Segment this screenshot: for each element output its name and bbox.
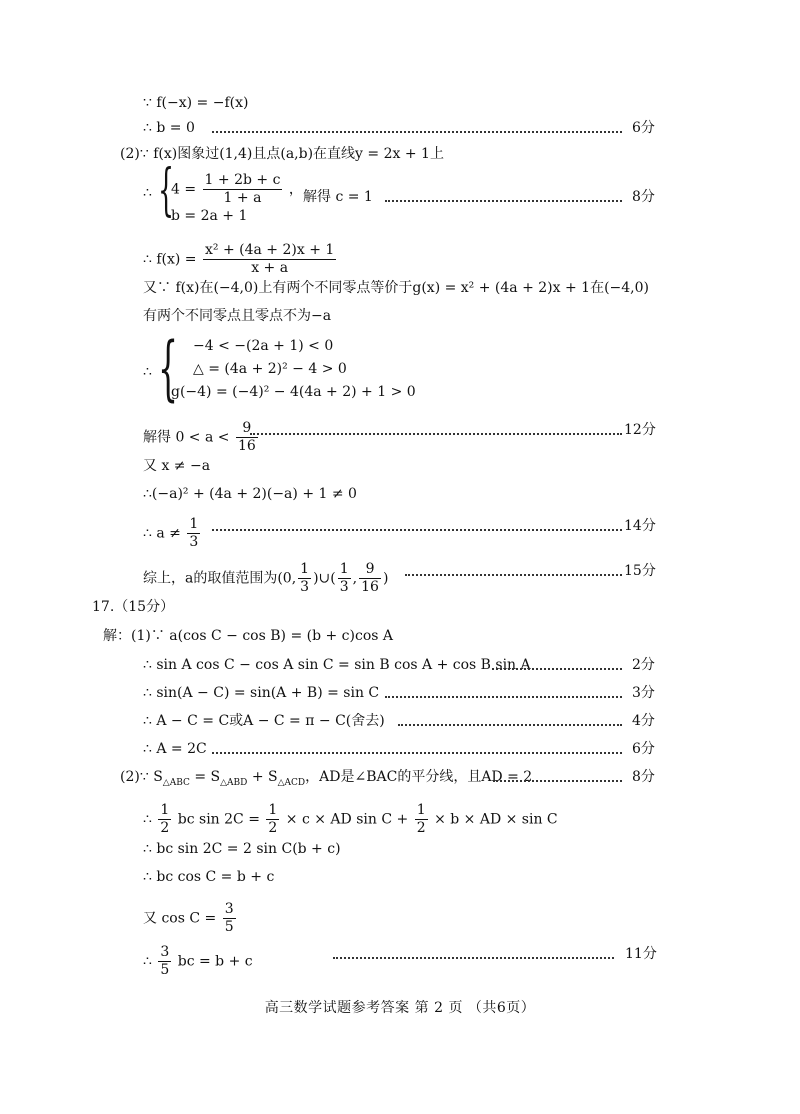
line-zero-not-minus-a: 有两个不同零点且零点不为−a <box>143 308 332 324</box>
line-part2-condition: (2)∵ f(x)图象过(1,4)且点(a,b)在直线y = 2x + 1上 <box>120 146 444 162</box>
fraction: $\frac{3}{5}$ <box>224 901 234 935</box>
subscript: △ABD <box>220 777 248 788</box>
equation-4 <box>171 172 303 207</box>
leader-dots <box>212 752 622 754</box>
line-substitution: ∴(−a)² + (4a + 2)(−a) + 1 ≠ 0 <box>143 486 357 502</box>
leader-dots <box>492 668 622 670</box>
system-brace: { <box>158 158 175 223</box>
solve-a-range <box>143 420 260 455</box>
fraction: $\frac{1 + 2b + c}{1 + a}$ <box>204 172 281 206</box>
score-6: 6分 <box>632 120 655 136</box>
score-3: 3分 <box>632 685 655 701</box>
score-12: 12分 <box>624 422 656 438</box>
fraction: $\frac{\text{x² + (4a + 2)x + 1}}{x + a}$ <box>205 242 335 276</box>
a-neq-text: ∴ a ≠ <box>143 525 181 542</box>
fraction: $\frac{3}{5}$ <box>160 944 170 978</box>
fraction: $\frac{1}{2}$ <box>416 802 426 836</box>
page-footer: 高三数学试题参考答案 第 2 页 （共6页） <box>264 1000 536 1016</box>
comma: , <box>352 570 358 587</box>
score-4: 4分 <box>632 713 655 729</box>
line-bc-sin2c: ∴ bc sin 2C = 2 sin C(b + c) <box>143 841 341 857</box>
leader-dots <box>405 574 622 576</box>
final-relation <box>143 944 253 979</box>
leader-dots <box>385 696 622 698</box>
therefore-symbol: ∴ <box>143 185 152 201</box>
fraction: $\frac{1}{3}$ <box>339 561 349 595</box>
subscript: △ACD <box>277 777 306 788</box>
score-8b: 8分 <box>632 769 655 785</box>
equation-lhs: 4 = <box>171 181 197 198</box>
fraction: $\frac{1}{3}$ <box>300 561 310 595</box>
line-bc-cosc: ∴ bc cos C = b + c <box>143 869 275 885</box>
solve-text: 解得 0 < a < <box>143 429 230 446</box>
equation-text: × c × AD sin C + <box>285 811 409 828</box>
therefore-symbol: ∴ <box>143 364 152 380</box>
cos-text: 又 cos C = <box>143 910 217 927</box>
a-neq <box>143 516 202 551</box>
area-text: + S <box>247 769 278 785</box>
area-text: = S <box>189 769 221 785</box>
line-sin-diff: ∴ sin(A − C) = sin(A + B) = sin C <box>143 685 380 701</box>
fraction: $\frac{1}{3}$ <box>189 516 199 550</box>
range-text: 综上，a的取值范围为(0, <box>143 570 297 587</box>
ineq-discriminant: △ = (4a + 2)² − 4 > 0 <box>193 361 347 377</box>
therefore-symbol: ∴ <box>143 811 152 828</box>
line-x-neq: 又 x ≠ −a <box>143 458 211 474</box>
line-zero-condition: 又∵ f(x)在(−4,0)上有两个不同零点等价于g(x) = x² + (4a + 2)x + 1在(−4,0) <box>143 280 649 296</box>
line-odd-function: ∵ f(−x) = −f(x) <box>143 95 249 111</box>
leader-dots <box>212 529 622 531</box>
line-angle-cases: ∴ A − C = C或A − C = π − C(舍去) <box>143 713 385 729</box>
leader-dots <box>250 433 622 435</box>
fx-expression <box>143 242 338 277</box>
area-text: (2)∵ S <box>120 769 163 785</box>
fraction: $\frac{1}{2}$ <box>160 802 170 836</box>
cos-c-value <box>143 901 238 936</box>
area-text: ，AD是∠BAC的平分线，且AD = 2 <box>305 769 533 785</box>
relation-text: bc = b + c <box>177 953 253 970</box>
comma: ， <box>288 181 303 198</box>
therefore-symbol: ∴ <box>143 953 152 970</box>
subscript: △ABC <box>162 777 190 788</box>
line-given: 解：(1)∵ a(cos C − cos B) = (b + c)cos A <box>103 628 393 644</box>
leader-dots <box>385 200 622 202</box>
score-15: 15分 <box>624 563 656 579</box>
solve-c: 解得 c = 1 <box>303 189 373 205</box>
equation-text: bc sin 2C = <box>177 811 260 828</box>
leader-dots <box>398 724 622 726</box>
line-area-equation <box>143 802 558 837</box>
score-14: 14分 <box>624 518 656 534</box>
close-paren: ) <box>382 570 389 587</box>
leader-dots <box>212 131 622 133</box>
line-a-2c: ∴ A = 2C <box>143 741 207 757</box>
fraction: $\frac{1}{2}$ <box>268 802 278 836</box>
line-area-split <box>120 767 532 793</box>
question-17-heading: 17.（15分） <box>92 599 175 615</box>
score-8: 8分 <box>632 189 655 205</box>
leader-dots <box>333 957 614 959</box>
equation-b: b = 2a + 1 <box>171 208 248 224</box>
conclusion-range <box>143 561 388 596</box>
fraction: $\frac{9}{16}$ <box>237 420 256 454</box>
fraction: $\frac{9}{16}$ <box>361 561 379 595</box>
score-11: 11分 <box>625 946 657 962</box>
union-symbol: )∪( <box>313 570 336 587</box>
system-brace: { <box>158 327 179 409</box>
ineq-vertex: −4 < −(2a + 1) < 0 <box>193 338 334 354</box>
ineq-g-minus4: g(−4) = (−4)² − 4(4a + 2) + 1 > 0 <box>171 384 416 400</box>
leader-dots <box>493 780 622 782</box>
line-sine-expansion: ∴ sin A cos C − cos A sin C = sin B cos A + cos B sin A <box>143 657 531 673</box>
fx-lhs: ∴ f(x) = <box>143 251 197 268</box>
score-2: 2分 <box>632 657 655 673</box>
line-b-zero: ∴ b = 0 <box>143 120 195 136</box>
score-6b: 6分 <box>632 741 655 757</box>
equation-text: × b × AD × sin C <box>434 811 558 828</box>
